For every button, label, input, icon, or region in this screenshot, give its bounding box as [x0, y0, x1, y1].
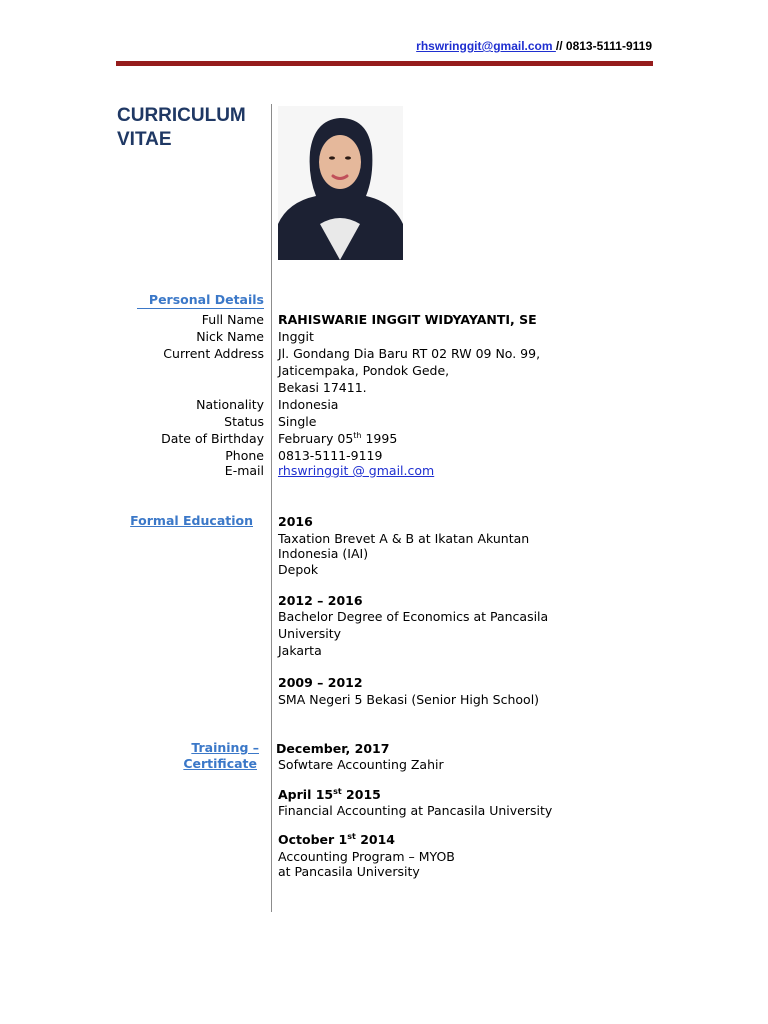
section-title-training-line-2: Certificate: [183, 756, 257, 771]
education-1-line-2: Indonesia (IAI): [278, 546, 369, 561]
value-date-of-birth: [278, 430, 397, 447]
column-divider: [271, 104, 272, 912]
email-link[interactable]: rhswringgit @ gmail.com: [278, 463, 435, 478]
education-2-line-2: University: [278, 626, 342, 641]
value-nick-name: Inggit: [278, 329, 314, 344]
label-date-of-birth: Date of Birthday: [161, 431, 264, 446]
section-title-personal-details: Personal Details: [137, 292, 264, 309]
label-nick-name: Nick Name: [196, 329, 264, 344]
training-date-3-sup: st: [347, 831, 356, 841]
page-title: [117, 104, 257, 152]
training-3-line-2: at Pancasila University: [278, 864, 420, 879]
value-phone: 0813-5111-9119: [278, 448, 383, 463]
label-full-name: Full Name: [201, 312, 264, 327]
training-date-2-sup: st: [333, 786, 342, 796]
training-date-3: [278, 831, 395, 848]
header-phone: 0813-5111-9119: [565, 39, 652, 53]
education-1-line-3: Depok: [278, 562, 319, 577]
label-nationality: Nationality: [196, 397, 264, 412]
training-date-2: [278, 786, 381, 803]
profile-photo: [278, 106, 403, 260]
value-status: Single: [278, 414, 317, 429]
header-separator: //: [555, 39, 566, 53]
education-year-3: 2009 – 2012: [278, 675, 363, 690]
training-date-2-year: 2015: [341, 787, 381, 802]
dob-sup: th: [353, 430, 362, 440]
label-status: Status: [224, 414, 264, 429]
value-full-name: RAHISWARIE INGGIT WIDYAYANTI, SE: [278, 312, 537, 327]
training-date-2-main: April 15: [278, 787, 334, 802]
label-current-address: Current Address: [163, 346, 264, 361]
training-date-3-year: 2014: [355, 832, 395, 847]
value-address-line-1: Jl. Gondang Dia Baru RT 02 RW 09 No. 99,: [278, 346, 541, 361]
education-2-line-3: Jakarta: [278, 643, 322, 658]
label-phone: Phone: [225, 448, 264, 463]
education-1-line-1: Taxation Brevet A & B at Ikatan Akuntan: [278, 531, 530, 546]
header-contact: [416, 39, 652, 53]
dob-main: February 05: [278, 431, 354, 446]
profile-photo-illustration: [278, 106, 403, 260]
training-1-line-1: Sofwtare Accounting Zahir: [278, 757, 444, 772]
value-address-line-3: Bekasi 17411.: [278, 380, 367, 395]
education-2-line-1: Bachelor Degree of Economics at Pancasila: [278, 609, 549, 624]
education-year-2: 2012 – 2016: [278, 593, 363, 608]
training-2-line-1: Financial Accounting at Pancasila University: [278, 803, 553, 818]
value-address-line-2: Jaticempaka, Pondok Gede,: [278, 363, 450, 378]
education-year-1: 2016: [278, 514, 313, 529]
header-rule: [116, 61, 653, 66]
label-email: E-mail: [224, 463, 264, 478]
training-date-3-main: October 1: [278, 832, 348, 847]
value-email: [278, 462, 434, 479]
training-date-1: December, 2017: [276, 741, 390, 756]
dob-year: 1995: [361, 431, 398, 446]
section-title-formal-education: Formal Education: [130, 513, 253, 528]
section-title-training-line-1: Training –: [191, 740, 259, 755]
title-line-1: CURRICULUM: [117, 105, 246, 126]
title-line-2: VITAE: [117, 129, 172, 150]
training-3-line-1: Accounting Program – MYOB: [278, 849, 455, 864]
value-nationality: Indonesia: [278, 397, 339, 412]
header-email-link[interactable]: rhswringgit@gmail.com: [416, 39, 556, 53]
education-3-line-1: SMA Negeri 5 Bekasi (Senior High School): [278, 692, 540, 707]
